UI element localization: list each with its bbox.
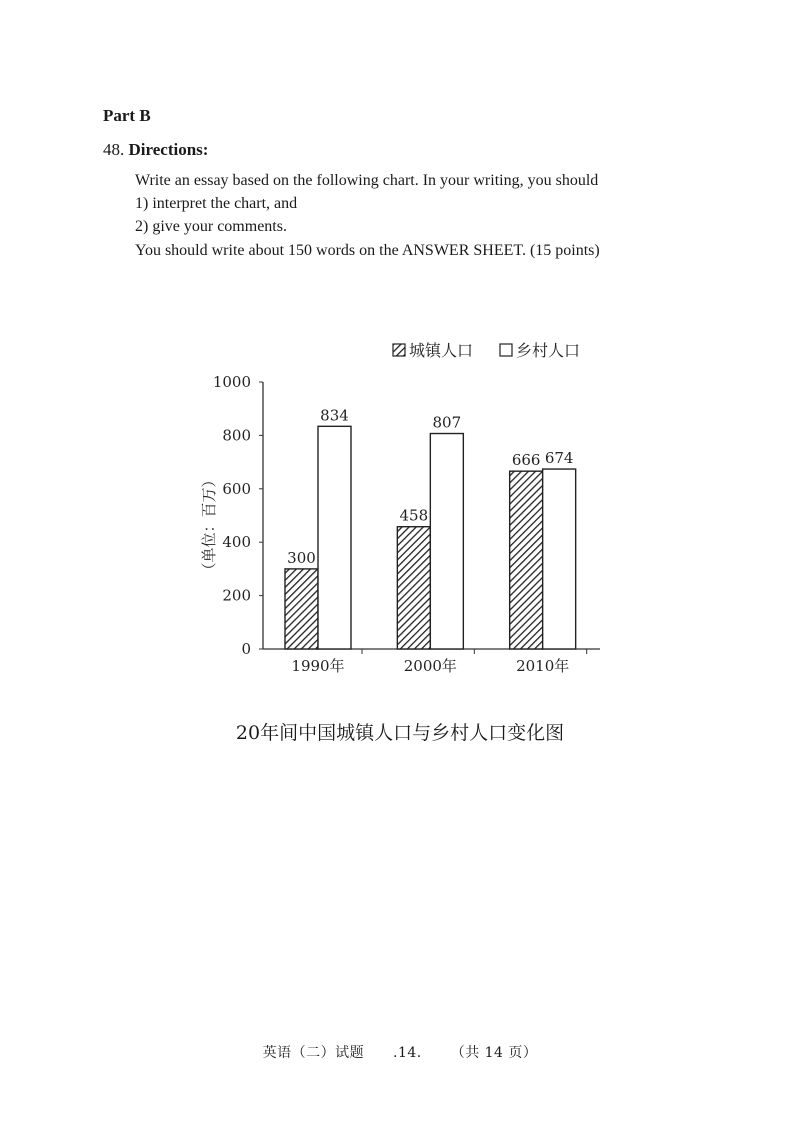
directions-line-2: 1) interpret the chart, and bbox=[135, 195, 298, 212]
rural-bar bbox=[318, 426, 351, 649]
legend-swatch bbox=[393, 344, 405, 356]
y-tick-label: 200 bbox=[222, 586, 251, 605]
urban-bar bbox=[285, 569, 318, 649]
footer-subject: 英语（二）试题 bbox=[262, 1045, 365, 1061]
legend-label: 乡村人口 bbox=[516, 341, 581, 360]
y-tick-label: 0 bbox=[241, 640, 251, 658]
part-title: Part B bbox=[103, 106, 151, 125]
population-bar-chart bbox=[0, 320, 800, 700]
y-tick-label: 400 bbox=[222, 533, 251, 552]
directions-line-1: Write an essay based on the following chart. In your writing, you should bbox=[135, 172, 599, 189]
directions-line-3: 2) give your comments. bbox=[135, 218, 287, 235]
y-tick-label: 1000 bbox=[212, 373, 251, 391]
directions-label: Directions: bbox=[128, 140, 209, 159]
x-tick-label: 2000年 bbox=[403, 657, 457, 675]
y-tick-label: 800 bbox=[222, 426, 251, 445]
x-tick-label: 2010年 bbox=[516, 657, 570, 675]
rural-bar bbox=[543, 469, 576, 649]
y-axis-label: （单位：百万） bbox=[200, 472, 218, 578]
data-label: 666 bbox=[511, 451, 541, 470]
legend-swatch bbox=[500, 344, 512, 356]
directions-line-4: You should write about 150 words on the ANSWER SHEET. (15 points) bbox=[135, 242, 600, 259]
question-header bbox=[103, 140, 208, 160]
urban-bar bbox=[397, 527, 430, 649]
y-tick-label: 600 bbox=[222, 479, 251, 498]
urban-bar bbox=[510, 471, 543, 649]
data-label: 807 bbox=[432, 413, 462, 432]
chart-title: 20年间中国城镇人口与乡村人口变化图 bbox=[235, 722, 565, 744]
data-label: 300 bbox=[287, 548, 316, 567]
footer-page-number: .14. bbox=[393, 1045, 422, 1061]
footer-total-pages: （共 14 页） bbox=[450, 1045, 538, 1061]
rural-bar bbox=[430, 434, 463, 649]
data-label: 834 bbox=[320, 406, 349, 425]
data-label: 458 bbox=[399, 506, 429, 525]
data-label: 674 bbox=[544, 449, 574, 468]
x-tick-label: 1990年 bbox=[291, 657, 345, 675]
page-footer bbox=[0, 1042, 800, 1062]
legend-label: 城镇人口 bbox=[409, 341, 474, 360]
question-number: 48. bbox=[103, 140, 125, 159]
